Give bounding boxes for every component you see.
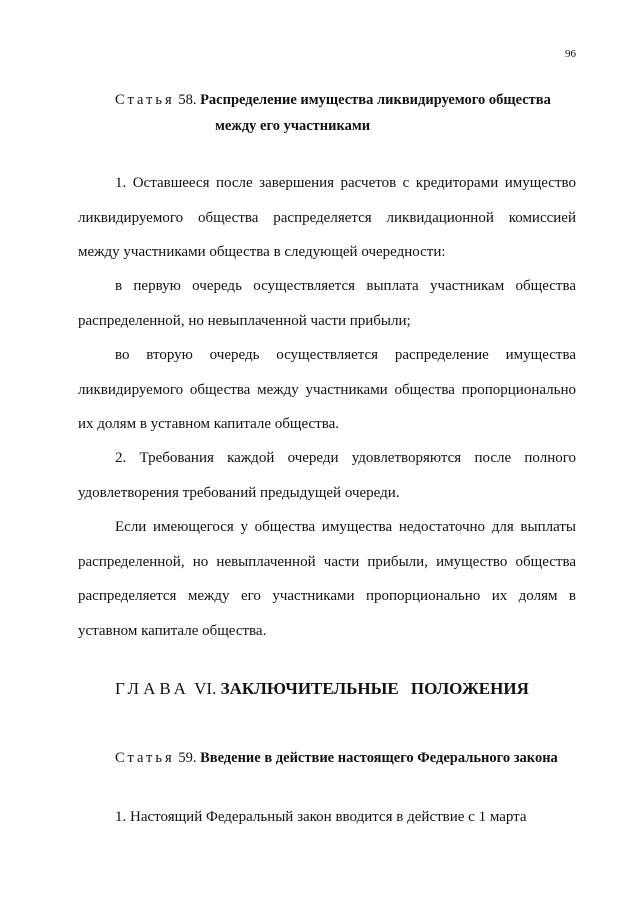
article-58-label: Статья bbox=[115, 92, 175, 108]
page-number: 96 bbox=[565, 48, 576, 60]
chapter-6-heading bbox=[115, 676, 529, 702]
paragraph-1: 1. Оставшееся после завершения расчетов с кредиторами имущество ликвидируемого общества распределяется ликвидационной комиссией между участниками общества в следующей очередности: bbox=[78, 175, 576, 260]
paragraph-4: 2. Требования каждой очереди удовлетворяются после полного удовлетворения требований предыдущей очереди. bbox=[78, 450, 576, 501]
article-59-number: 59. bbox=[178, 750, 197, 766]
article-58-heading bbox=[115, 87, 585, 139]
article-59-title: Введение в действие настоящего Федерального закона bbox=[200, 750, 558, 766]
article-58-title-line1: Распределение имущества ликвидируемого общества bbox=[200, 92, 551, 108]
chapter-title: ЗАКЛЮЧИТЕЛЬНЫЕ ПОЛОЖЕНИЯ bbox=[220, 679, 529, 698]
paragraph-2: в первую очередь осуществляется выплата участникам общества распределенной, но невыплаченной части прибыли; bbox=[78, 278, 576, 329]
article-59-label: Статья bbox=[115, 750, 175, 766]
paragraph-final: 1. Настоящий Федеральный закон вводится в действие с 1 марта bbox=[115, 809, 527, 825]
article-58-number: 58. bbox=[178, 92, 197, 108]
article-59-heading bbox=[115, 745, 585, 771]
paragraph-5: Если имеющегося у общества имущества недостаточно для выплаты распределенной, но невыплаченной части прибыли, имущество общества распределяется между его участниками пропорционально их долям в уставном капитале общества. bbox=[78, 519, 576, 639]
paragraph-3: во вторую очередь осуществляется распределение имущества ликвидируемого общества между участниками общества пропорционально их долям в уставном капитале общества. bbox=[78, 347, 576, 432]
chapter-number: VI. bbox=[194, 679, 217, 698]
chapter-label: ГЛАВА bbox=[115, 679, 190, 698]
article-58-title-line2: между его участниками bbox=[215, 118, 371, 134]
